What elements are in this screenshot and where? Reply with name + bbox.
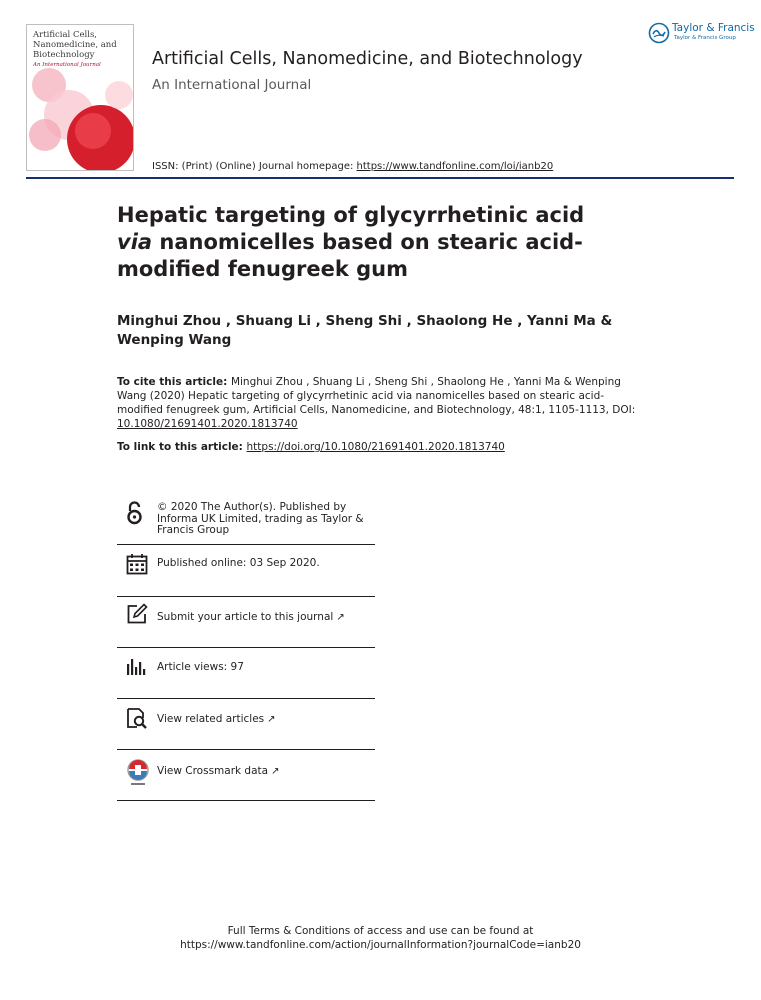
cover-artwork [27,65,134,171]
submit-article-link[interactable] [117,597,375,647]
journal-cover-thumbnail[interactable] [26,24,134,171]
journal-homepage-link[interactable]: https://www.tandfonline.com/loi/ianb20 [356,161,554,172]
citation-block [117,375,647,431]
related-text-wrap [157,714,379,726]
crossmark-link[interactable] [117,750,375,800]
terms-url[interactable]: https://www.tandfonline.com/action/journalInformation?journalCode=ianb20 [180,939,581,951]
info-divider [117,800,375,801]
article-views-row [117,648,375,698]
cite-label: To cite this article: [117,376,231,388]
publisher-logo[interactable] [648,20,755,46]
cite-text: Minghui Zhou , Shuang Li , Sheng Shi , Shaolong He , Yanni Ma & Wenping Wang (2020) Hepatic targeting of glycyrrhetinic acid via nanomicelles based on stearic acid-modified fenugreek gum, Artificial Cells, Nanomedicine, and Biotechnology, 48:1, 1105-1113, DOI: [117,376,636,416]
header-divider [26,177,734,179]
bar-chart-icon [126,656,148,676]
published-row [117,545,375,595]
edit-icon [126,603,148,625]
published-text: Published online: 03 Sep 2020. [157,557,320,569]
submit-text: Submit your article to this journal [157,611,334,623]
publisher-group: Taylor & Francis Group [674,35,736,41]
cover-subtitle: An International Journal [33,62,101,68]
article-doi-url[interactable]: https://doi.org/10.1080/21691401.2020.1813740 [246,441,505,453]
related-text: View related articles [157,713,265,725]
external-link-icon: ↗ [267,714,276,725]
issn-line [152,161,553,172]
publisher-logo-icon [648,22,670,44]
crossmark-text: View Crossmark data [157,765,269,777]
terms-line: Full Terms & Conditions of access and use can be found at [227,925,534,937]
calendar-icon [126,553,148,575]
license-row [117,497,375,543]
journal-subtitle: An International Journal [152,77,312,93]
related-articles-link[interactable] [117,699,375,749]
doi-link[interactable]: 10.1080/21691401.2020.1813740 [117,418,298,430]
license-text: © 2020 The Author(s). Published by Informa UK Limited, trading as Taylor & Francis Group [157,501,364,536]
crossmark-text-wrap [157,766,379,778]
open-access-icon [126,501,143,525]
link-label: To link to this article: [117,441,247,453]
publisher-name: Taylor & Francis [672,22,755,34]
submit-text-wrap [157,612,379,624]
search-icon [126,707,148,729]
title-emphasis: via [117,230,153,254]
crossmark-icon [126,759,150,787]
article-views-text: Article views: 97 [157,661,244,673]
article-title: Hepatic targeting of glycyrrhetinic acid via nanomicelles based on stearic acid-modified fenugreek gum [117,203,585,281]
article-authors: Minghui Zhou , Shuang Li , Sheng Shi , Shaolong He , Yanni Ma & Wenping Wang [117,313,613,348]
cover-title: Artificial Cells, Nanomedicine, and Biotechnology [33,30,117,60]
external-link-icon: ↗ [271,766,280,777]
article-link-line [117,441,505,453]
issn-text: ISSN: (Print) (Online) Journal homepage: [152,161,357,172]
journal-title: Artificial Cells, Nanomedicine, and Biotechnology [152,49,583,69]
terms-footer [0,924,761,952]
external-link-icon: ↗ [336,612,345,623]
